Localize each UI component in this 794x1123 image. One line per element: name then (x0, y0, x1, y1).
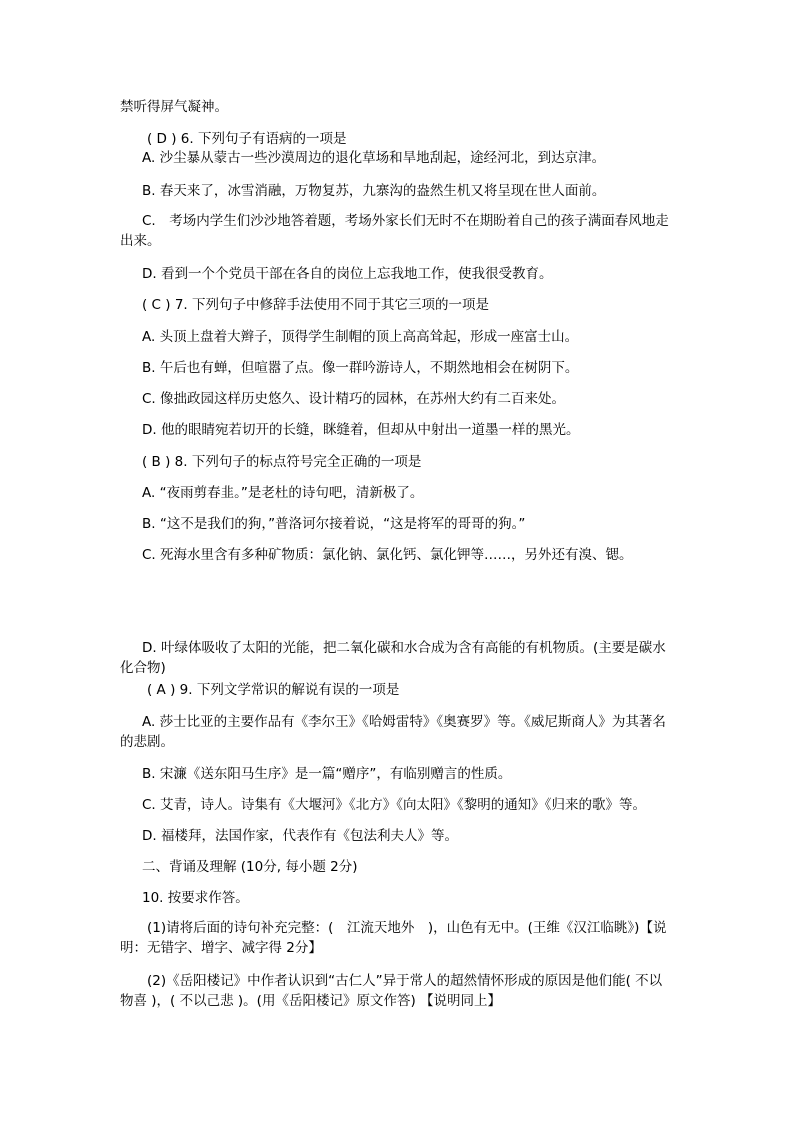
question-7-option-a: A. 头顶上盘着大辫子，顶得学生制帽的顶上高高耸起，形成一座富士山。 (142, 329, 579, 345)
question-10-stem: 10. 按要求作答。 (142, 890, 249, 906)
question-8-option-b: B. “这不是我们的狗，”普洛诃尔接着说，“这是将军的哥哥的狗。” (142, 516, 526, 532)
question-6-option-a: A. 沙尘暴从蒙古一些沙漠周边的退化草场和旱地刮起，途经河北，到达京津。 (142, 150, 606, 166)
question-8-option-d: D. 叶绿体吸收了太阳的光能，把二氧化碳和水合成为含有高能的有机物质。(主要是碳水化合物) (120, 640, 666, 676)
question-7-option-b: B. 午后也有蝉，但喧嚣了点。像一群吟游诗人，不期然地相会在树阴下。 (142, 360, 579, 376)
question-8-option-a: A. “夜雨剪春韭。”是老杜的诗句吧，清新极了。 (142, 485, 424, 501)
question-7-stem: ( C ) 7. 下列句子中修辞手法使用不同于其它三项的一项是 (142, 297, 490, 313)
question-6-stem: ( D ) 6. 下列句子有语病的一项是 (147, 131, 347, 147)
question-10-part-2: (2)《岳阳楼记》中作者认识到“古仁人”异于常人的超然情怀形成的原因是他们能( 不以物喜 )，( 不以己悲 )。(用《岳阳楼记》原文作答) 【说明同上】 (120, 973, 663, 1009)
question-8-stem: ( B ) 8. 下列句子的标点符号完全正确的一项是 (142, 454, 422, 470)
question-9-option-d: D. 福楼拜，法国作家，代表作有《包法利夫人》等。 (142, 828, 458, 844)
question-9-option-a: A. 莎士比亚的主要作品有《李尔王》《哈姆雷特》《奥赛罗》等。《威尼斯商人》为其著名的悲剧。 (120, 714, 666, 750)
question-7-option-c: C. 像拙政园这样历史悠久、设计精巧的园林，在苏州大约有二百来处。 (142, 391, 566, 407)
question-7-option-d: D. 他的眼睛宛若切开的长缝，眯缝着，但却从中射出一道墨一样的黑光。 (142, 422, 580, 438)
question-6-option-b: B. 春天来了，冰雪消融，万物复苏，九寨沟的盎然生机又将呈现在世人面前。 (142, 183, 606, 199)
question-6-option-d: D. 看到一个个党员干部在各自的岗位上忘我地工作，使我很受教育。 (142, 266, 553, 282)
question-9-option-c: C. 艾青，诗人。诗集有《大堰河》《北方》《向太阳》《黎明的通知》《归来的歌》等。 (142, 797, 647, 813)
section-2-heading: 二、背诵及理解 (10分, 每小题 2分) (142, 859, 358, 875)
question-8-option-c: C. 死海水里含有多种矿物质：氯化钠、氯化钙、氯化钾等……，另外还有溴、锶。 (142, 547, 633, 563)
text-line: 禁听得屏气凝神。 (120, 99, 228, 115)
question-10-part-1: (1)请将后面的诗句补充完整：( 江流天地外 )，山色有无中。(王维《汉江临眺》)【说明：无错字、增字、减字得 2分】 (120, 920, 667, 956)
question-9-option-b: B. 宋濂《送东阳马生序》是一篇“赠序”，有临别赠言的性质。 (142, 766, 512, 782)
question-6-option-c: C. 考场内学生们沙沙地答着题，考场外家长们无时不在期盼着自己的孩子满面春风地走出来。 (120, 213, 669, 249)
question-9-stem: ( A ) 9. 下列文学常识的解说有误的一项是 (147, 682, 400, 698)
